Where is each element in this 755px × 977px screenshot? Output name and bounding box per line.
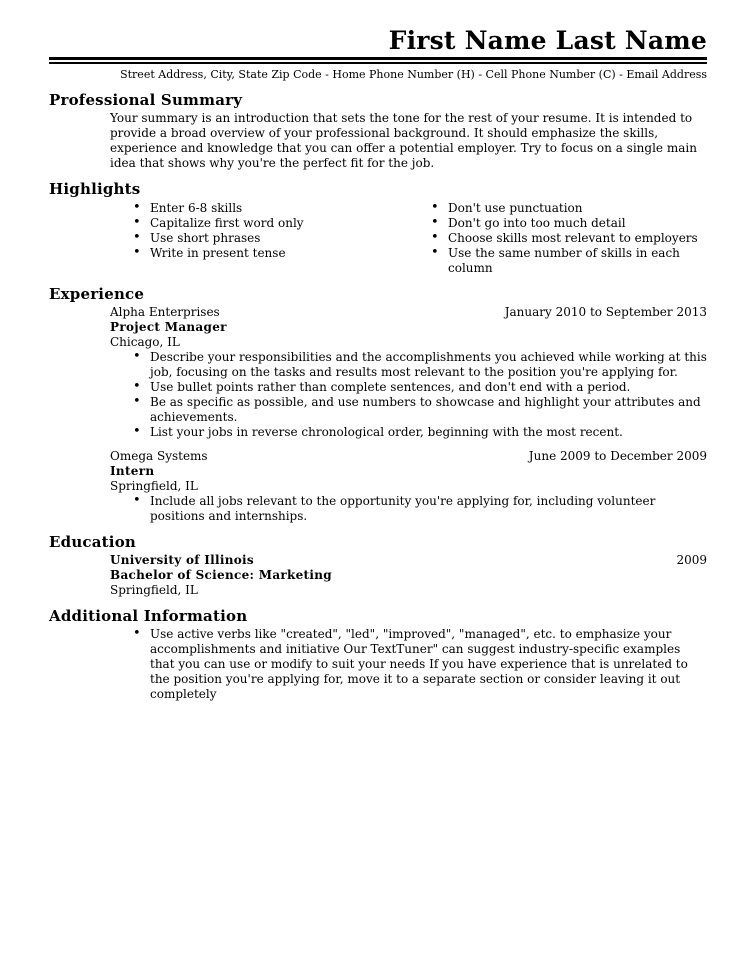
- job-header-row: [110, 449, 707, 464]
- list-item: • Use short phrases: [110, 231, 408, 246]
- experience-job-2: [110, 449, 707, 524]
- list-item: • List your jobs in reverse chronological order, beginning with the most recent.: [49, 425, 707, 440]
- resume-name: First Name Last Name: [388, 26, 707, 55]
- additional-information-section: [49, 607, 707, 702]
- list-item: • Don't go into too much detail: [408, 216, 707, 231]
- additional-information-body: [110, 627, 707, 702]
- degree: Bachelor of Science: Marketing: [110, 568, 332, 582]
- job-dates: January 2010 to September 2013: [504, 305, 707, 319]
- job-location: Chicago, IL: [110, 335, 180, 349]
- highlights-columns: [110, 201, 707, 276]
- list-item: • Use bullet points rather than complete sentences, and don't end with a period.: [49, 380, 707, 395]
- job-bullet-list: [49, 494, 707, 524]
- list-item: • Be as specific as possible, and use numbers to showcase and highlight your attributes and achievements.: [49, 395, 707, 425]
- education-heading: Education: [49, 533, 137, 551]
- additional-bullet-list: [49, 627, 707, 702]
- school-name: University of Illinois: [110, 553, 254, 567]
- list-item: • Don't use punctuation: [408, 201, 707, 216]
- contact-line: Street Address, City, State Zip Code - Home Phone Number (H) - Cell Phone Number (C) - Email Address: [120, 68, 707, 81]
- resume-header: [49, 26, 707, 82]
- job-header-row: [110, 305, 707, 320]
- job-location: Springfield, IL: [110, 479, 198, 493]
- highlights-section: [49, 180, 707, 276]
- additional-information-heading: Additional Information: [49, 607, 248, 625]
- list-item: • Capitalize first word only: [110, 216, 408, 231]
- professional-summary-text: Your summary is an introduction that sets the tone for the rest of your resume. It is intended to provide a broad overview of your professional background. It should emphasize the skills, experience and knowledge that you can offer a potential employer. Try to focus on a single main idea that shows why you're the perfect fit for the job.: [110, 111, 697, 170]
- highlights-right-column: [408, 201, 707, 276]
- education-year: 2009: [676, 553, 707, 567]
- experience-job-1: [110, 305, 707, 440]
- job-bullet-list: [49, 350, 707, 440]
- experience-section: [49, 285, 707, 524]
- education-location: Springfield, IL: [110, 583, 198, 597]
- job-title: Project Manager: [110, 320, 227, 334]
- list-item: • Describe your responsibilities and the accomplishments you achieved while working at this job, focusing on the tasks and results most relevant to the position you're applying for.: [49, 350, 707, 380]
- company-name: Alpha Enterprises: [110, 305, 220, 319]
- list-item: • Write in present tense: [110, 246, 408, 261]
- education-section: [49, 533, 707, 598]
- professional-summary-heading: Professional Summary: [49, 91, 243, 109]
- job-dates: June 2009 to December 2009: [528, 449, 707, 463]
- list-item: • Enter 6-8 skills: [110, 201, 408, 216]
- professional-summary-section: [49, 91, 707, 171]
- job-title: Intern: [110, 464, 155, 478]
- highlights-left-column: [110, 201, 408, 276]
- list-item: • Use active verbs like "created", "led", "improved", "managed", etc. to emphasize your accomplishments and initiative Our TextTuner" can suggest industry-specific examples that you can use or modify to suit your needs If you have experience that is unrelated to the position you're applying for, move it to a separate section or consider leaving it out completely: [49, 627, 707, 702]
- experience-heading: Experience: [49, 285, 145, 303]
- education-header-row: [110, 553, 707, 568]
- list-item: • Include all jobs relevant to the opportunity you're applying for, including volunteer positions and internships.: [49, 494, 707, 524]
- header-rule-thin: [49, 62, 707, 64]
- list-item: • Use the same number of skills in each column: [408, 246, 707, 276]
- highlights-heading: Highlights: [49, 180, 141, 198]
- header-rule-thick: [49, 57, 707, 60]
- list-item: • Choose skills most relevant to employers: [408, 231, 707, 246]
- company-name: Omega Systems: [110, 449, 208, 463]
- education-entry: [110, 553, 707, 598]
